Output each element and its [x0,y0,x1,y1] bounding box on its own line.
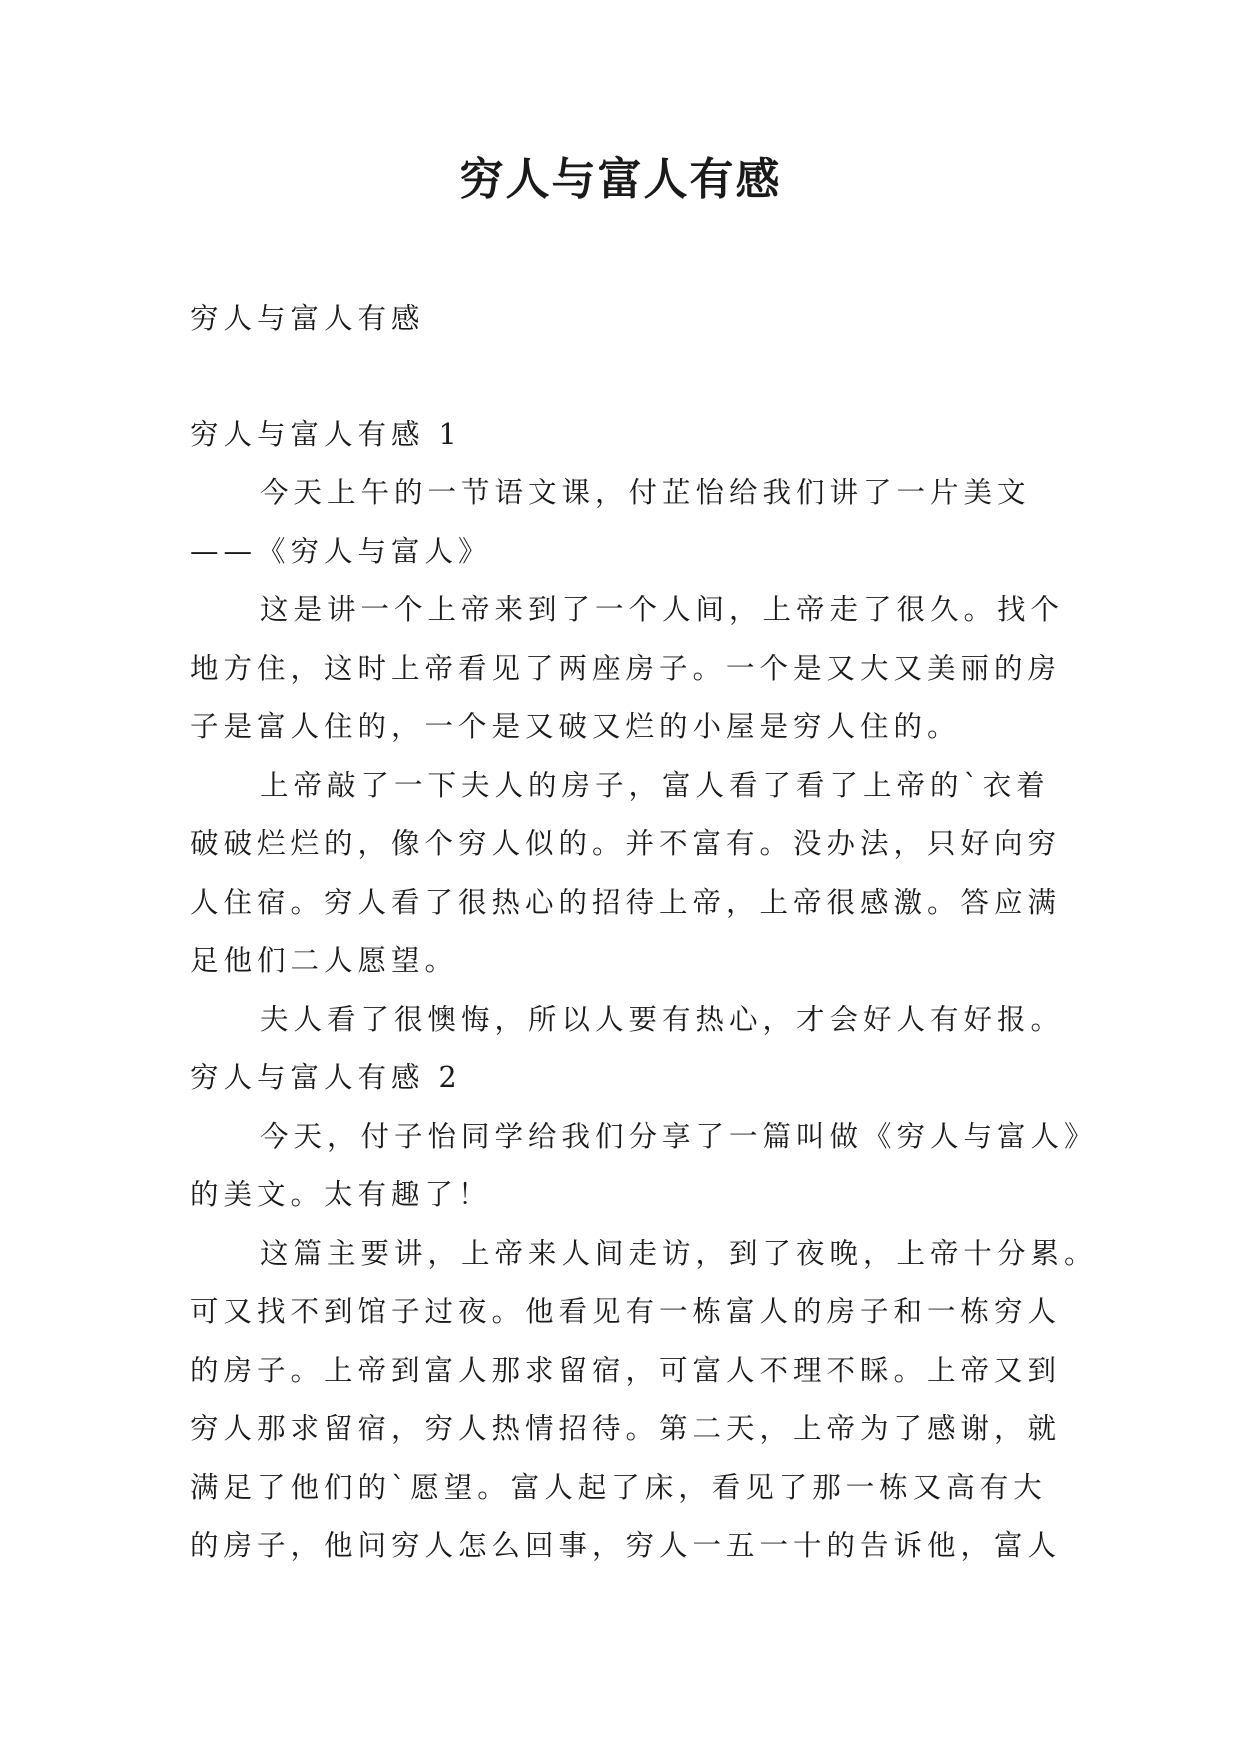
text-line: 上帝敲了一下夫人的房子，富人看了看了上帝的`衣着 [260,768,1050,802]
text-line: 的美文。太有趣了！ [190,1178,492,1211]
text-line: ——《穷人与富人》 [190,534,492,568]
document-title: 穷人与富人有感 [459,154,782,205]
text-line: 破破烂烂的，像个穷人似的。并不富有。没办法，只好向穷 [190,827,1062,860]
text-line: 人住宿。穷人看了很热心的招待上帝，上帝很感激。答应满 [190,885,1062,919]
text-line: 穷人与富人有感 1 [190,417,462,451]
text-line: 夫人看了很懊悔，所以人要有热心，才会好人有好报。 [260,1002,1065,1036]
text-line: 今天上午的一节语文课，付芷怡给我们讲了一片美文 [260,476,1031,509]
text-line: 足他们二人愿望。 [190,944,459,977]
document-subtitle: 穷人与富人有感 [190,302,425,335]
text-line: 地方住，这时上帝看见了两座房子。一个是又大又美丽的房 [190,651,1062,685]
text-line: 的房子，他问穷人怎么回事，穷人一五一十的告诉他，富人 [190,1529,1062,1562]
text-line: 穷人那求留宿，穷人热情招待。第二天，上帝为了感谢，就 [190,1412,1062,1445]
text-line: 满足了他们的`愿望。富人起了床，看见了那一栋又高有大 [190,1470,1047,1504]
text-line: 这是讲一个上帝来到了一个人间，上帝走了很久。找个 [260,593,1065,626]
text-line: 穷人与富人有感 2 [190,1061,462,1094]
text-line: 这篇主要讲，上帝来人间走访，到了夜晚，上帝十分累。 [260,1236,1098,1270]
text-line: 子是富人住的，一个是又破又烂的小屋是穷人住的。 [190,710,961,743]
text-line: 的房子。上帝到富人那求留宿，可富人不理不睬。上帝又到 [190,1353,1062,1387]
document-body [190,290,1098,1576]
text-line: 今天，付子怡同学给我们分享了一篇叫做《穷人与富人》 [260,1119,1098,1153]
paragraph-lines [190,406,1098,1576]
text-line: 可又找不到馆子过夜。他看见有一栋富人的房子和一栋穷人 [190,1295,1062,1328]
